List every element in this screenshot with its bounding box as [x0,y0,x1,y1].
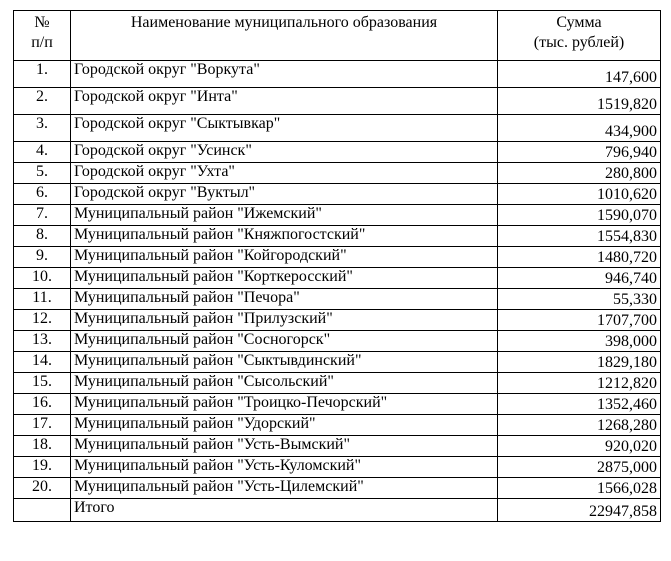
header-number-symbol: № [34,14,50,31]
row-number: 9. [14,247,71,268]
municipal-sums-table [13,10,661,522]
row-sum: 1268,280 [498,415,661,436]
row-number: 15. [14,373,71,394]
row-municipality: Городской округ "Инта" [71,88,498,115]
row-municipality: Муниципальный район "Удорский" [71,415,498,436]
row-number: 3. [14,115,71,142]
table-row [14,115,661,142]
row-sum: 2875,000 [498,457,661,478]
row-sum: 1590,070 [498,205,661,226]
row-number: 13. [14,331,71,352]
table-row [14,352,661,373]
row-sum: 920,020 [498,436,661,457]
row-number: 6. [14,184,71,205]
table-row [14,331,661,352]
row-municipality: Муниципальный район "Троицко-Печорский" [71,394,498,415]
row-sum: 1352,460 [498,394,661,415]
row-number: 18. [14,436,71,457]
table-row [14,289,661,310]
table-row [14,142,661,163]
total-number [14,499,71,522]
header-name-label: Наименование муниципального образования [130,14,438,31]
header-number [14,11,71,61]
header-number-abbr: п/п [31,34,53,51]
row-sum: 1480,720 [498,247,661,268]
row-sum: 1566,028 [498,478,661,499]
row-municipality: Городской округ "Ухта" [71,163,498,184]
header-municipality-name [71,11,498,61]
row-municipality: Городской округ "Усинск" [71,142,498,163]
row-sum: 1212,820 [498,373,661,394]
header-sum [498,11,661,61]
row-sum: 796,940 [498,142,661,163]
row-number: 8. [14,226,71,247]
row-number: 16. [14,394,71,415]
row-sum: 434,900 [498,115,661,142]
row-municipality: Муниципальный район "Корткеросский" [71,268,498,289]
row-sum: 55,330 [498,289,661,310]
row-number: 19. [14,457,71,478]
row-sum: 1829,180 [498,352,661,373]
row-number: 17. [14,415,71,436]
row-number: 14. [14,352,71,373]
row-sum: 1707,700 [498,310,661,331]
table-row [14,226,661,247]
table-row [14,373,661,394]
row-number: 20. [14,478,71,499]
table-row [14,268,661,289]
table-header [14,11,661,61]
table-row [14,436,661,457]
table-body [14,61,661,522]
row-number: 12. [14,310,71,331]
header-sum-label: Сумма [556,14,602,31]
table-row [14,415,661,436]
table-row [14,394,661,415]
row-municipality: Городской округ "Вуктыл" [71,184,498,205]
row-sum: 1554,830 [498,226,661,247]
row-sum: 1010,620 [498,184,661,205]
row-municipality: Муниципальный район "Сыктывдинский" [71,352,498,373]
table-row [14,247,661,268]
row-sum: 946,740 [498,268,661,289]
row-municipality: Муниципальный район "Ижемский" [71,205,498,226]
row-number: 5. [14,163,71,184]
row-number: 7. [14,205,71,226]
table-row [14,310,661,331]
row-municipality: Городской округ "Сыктывкар" [71,115,498,142]
row-sum: 1519,820 [498,88,661,115]
row-number: 11. [14,289,71,310]
total-sum: 22947,858 [498,499,661,522]
row-municipality: Муниципальный район "Прилузский" [71,310,498,331]
row-sum: 398,000 [498,331,661,352]
row-municipality: Муниципальный район "Печора" [71,289,498,310]
row-number: 10. [14,268,71,289]
table-row [14,88,661,115]
row-municipality: Городской округ "Воркута" [71,61,498,88]
row-number: 1. [14,61,71,88]
row-municipality: Муниципальный район "Сысольский" [71,373,498,394]
row-sum: 280,800 [498,163,661,184]
header-row [14,11,661,61]
row-number: 4. [14,142,71,163]
total-label: Итого [71,499,498,522]
row-municipality: Муниципальный район "Усть-Куломский" [71,457,498,478]
row-number: 2. [14,88,71,115]
row-municipality: Муниципальный район "Сосногорск" [71,331,498,352]
row-municipality: Муниципальный район "Усть-Цилемский" [71,478,498,499]
table-row [14,205,661,226]
table-row [14,184,661,205]
row-municipality: Муниципальный район "Усть-Вымский" [71,436,498,457]
header-sum-unit: (тыс. рублей) [533,34,625,51]
row-sum: 147,600 [498,61,661,88]
total-row [14,499,661,522]
row-municipality: Муниципальный район "Койгородский" [71,247,498,268]
row-municipality: Муниципальный район "Княжпогостский" [71,226,498,247]
table-row [14,61,661,88]
table-row [14,163,661,184]
table-row [14,457,661,478]
table-row [14,478,661,499]
